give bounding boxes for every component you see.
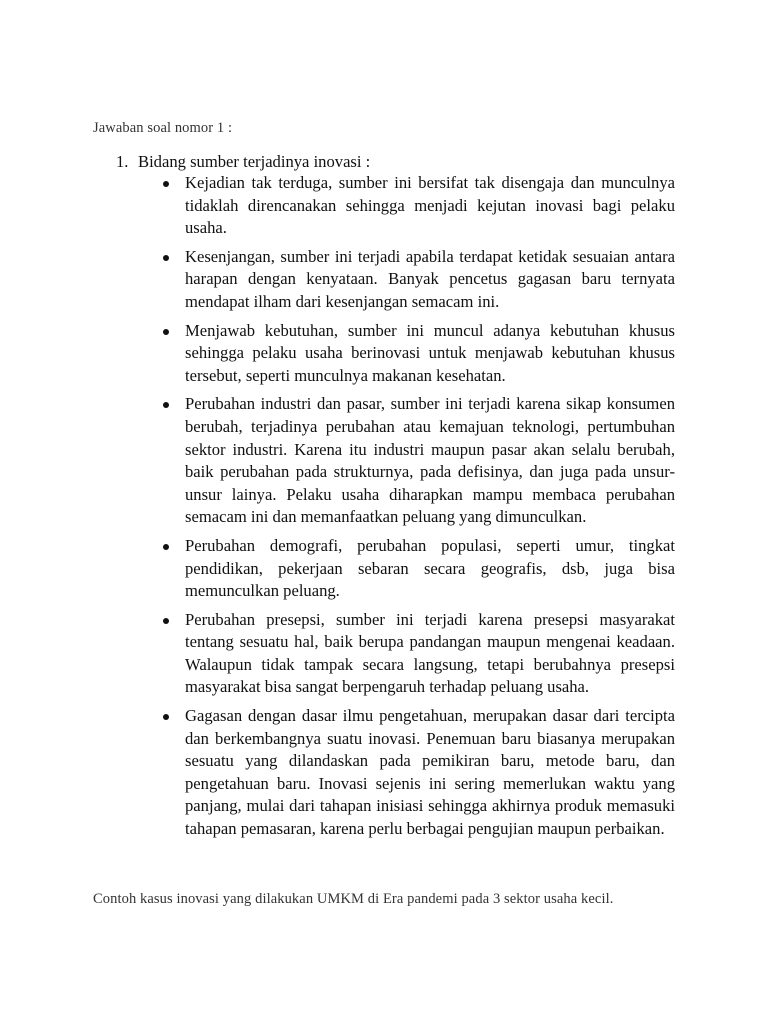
bullet-icon (163, 544, 169, 550)
section-title-text: Bidang sumber terjadinya inovasi : (138, 152, 371, 171)
list-item-text: Perubahan industri dan pasar, sumber ini terjadi karena sikap konsumen berubah, terjadinya perubahan atau kemajuan teknologi, pertumbuhan sektor industri. Karena itu industri maupun pasar akan selalu berubah, baik perubahan pada strukturnya, pada defisinya, dan juga pada unsur-unsur lainya. Pelaku usaha diharapkan mampu membaca perubahan semacam ini dan memanfaatkan peluang yang dimunculkan. (185, 394, 675, 527)
bullet-icon (163, 255, 169, 261)
list-item-text: Kesenjangan, sumber ini terjadi apabila terdapat ketidak sesuaian antara harapan dengan kenyataan. Banyak pencetus gagasan baru ternyata mendapat ilham dari kesenjangan semacam ini. (185, 246, 675, 311)
bullet-icon (163, 402, 169, 408)
list-item-text: Menjawab kebutuhan, sumber ini muncul adanya kebutuhan khusus sehingga pelaku usaha berinovasi untuk menjawab kebutuhan khusus tersebut, seperti munculnya makanan kesehatan. (185, 320, 675, 385)
bullet-list (160, 172, 675, 847)
list-item-text: Gagasan dengan dasar ilmu pengetahuan, merupakan dasar dari tercipta dan berkembangnya suatu inovasi. Penemuan baru biasanya merupakan sesuatu yang dilandaskan pada pemikiran baru, metode baru, dan pengetahuan baru. Inovasi sejenis ini sering memerlukan waktu yang panjang, mulai dari tahapan inisiasi sehingga akhirnya produk memasuki tahapan pemasaran, karena perlu berbagai pengujian maupun perbaikan. (185, 706, 675, 839)
list-item-text: Perubahan presepsi, sumber ini terjadi karena presepsi masyarakat tentang sesuatu hal, baik berupa pandangan maupun mengenai keadaan. Walaupun tidak tampak secara langsung, tetapi berubahnya presepsi masyarakat bisa sangat berpengaruh terhadap peluang usaha. (185, 609, 675, 697)
answer-heading: Jawaban soal nomor 1 : (93, 120, 233, 136)
list-item (160, 393, 675, 529)
case-example-line: Contoh kasus inovasi yang dilakukan UMKM di Era pandemi pada 3 sektor usaha kecil. (93, 891, 614, 907)
list-item (160, 320, 675, 388)
bullet-icon (163, 181, 169, 187)
bullet-icon (163, 329, 169, 335)
list-item (160, 246, 675, 314)
list-item (160, 535, 675, 603)
section-number: 1. (116, 152, 129, 171)
list-item (160, 172, 675, 240)
list-item (160, 609, 675, 699)
bullet-icon (163, 714, 169, 720)
section-title (116, 151, 676, 174)
list-item-text: Kejadian tak terduga, sumber ini bersifat tak disengaja dan munculnya tidaklah direncanakan sehingga menjadi kejutan inovasi bagi pelaku usaha. (185, 173, 675, 238)
list-item-text: Perubahan demografi, perubahan populasi, seperti umur, tingkat pendidikan, pekerjaan sebaran secara geografis, dsb, juga bisa memunculkan peluang. (185, 535, 675, 601)
list-item (160, 705, 675, 841)
bullet-icon (163, 618, 169, 624)
